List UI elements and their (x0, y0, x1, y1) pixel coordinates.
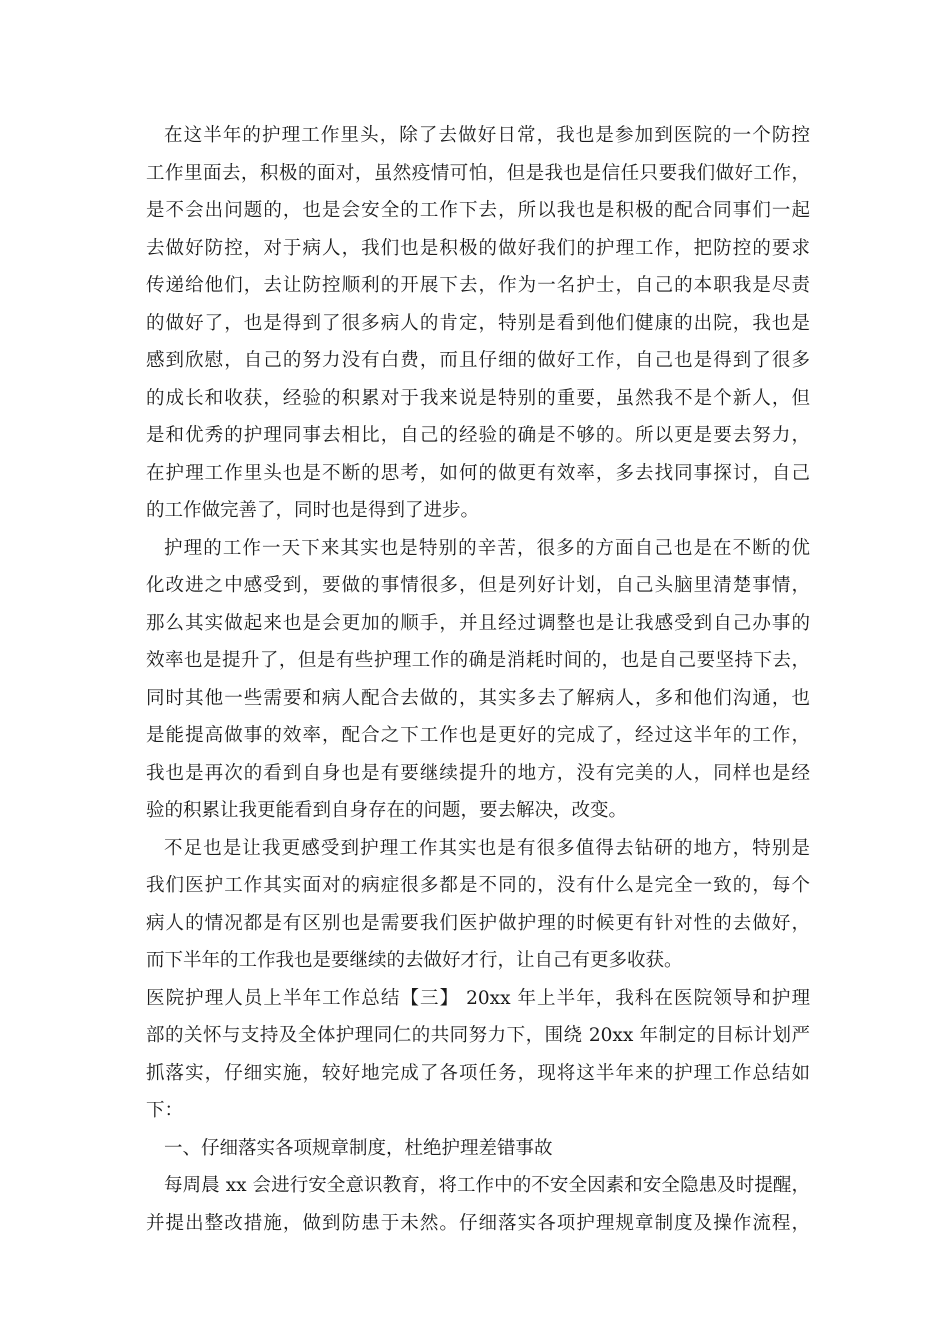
text-line: 我们医护工作其实面对的病症很多都是不同的，没有什么是完全一致的，每个 (146, 875, 810, 896)
text-line: 那么其实做起来也是会更加的顺手，并且经过调整也是让我感受到自己办事的 (146, 612, 810, 634)
text-line: 部的关怀与支持及全体护理同仁的共同努力下，围绕 20xx 年制定的目标计划严 (146, 1025, 810, 1046)
text-line: 是能提高做事的效率，配合之下工作也是更好的完成了，经过这半年的工作， (146, 725, 810, 746)
text-line: 我也是再次的看到自身也是有要继续提升的地方，没有完美的人，同样也是经 (146, 762, 810, 784)
text-line: 工作里面去，积极的面对，虽然疫情可怕，但是我也是信任只要我们做好工作， (146, 162, 810, 184)
text-line: 感到欣慰，自己的努力没有白费，而且仔细的做好工作，自己也是得到了很多 (146, 350, 810, 371)
text-line: 而下半年的工作我也是要继续的去做好才行，让自己有更多收获。 (146, 950, 683, 971)
text-line: 的成长和收获，经验的积累对于我来说是特别的重要，虽然我不是个新人，但 (146, 387, 810, 409)
text-line: 下： (146, 1100, 184, 1121)
text-line: 的做好了，也是得到了很多病人的肯定，特别是看到他们健康的出院，我也是 (146, 312, 810, 334)
text-line: 护理的工作一天下来其实也是特别的辛苦，很多的方面自己也是在不断的优 (164, 537, 810, 559)
text-line: 同时其他一些需要和病人配合去做的，其实多去了解病人，多和他们沟通，也 (146, 687, 810, 709)
text-line: 医院护理人员上半年工作总结【三】 20xx 年上半年，我科在医院领导和护理 (146, 987, 810, 1009)
text-line: 效率也是提升了，但是有些护理工作的确是消耗时间的，也是自己要坚持下去， (146, 650, 810, 671)
text-line: 不足也是让我更感受到护理工作其实也是有很多值得去钻研的地方，特别是 (164, 837, 810, 859)
text-line: 每周晨 xx 会进行安全意识教育，将工作中的不安全因素和安全隐患及时提醒， (164, 1175, 810, 1196)
text-line: 是和优秀的护理同事去相比，自己的经验的确是不够的。所以更是要去努力， (146, 425, 810, 446)
text-line: 去做好防控，对于病人，我们也是积极的做好我们的护理工作，把防控的要求 (146, 237, 810, 259)
text-line: 是不会出问题的，也是会安全的工作下去，所以我也是积极的配合同事们一起 (146, 200, 810, 221)
text-line: 在这半年的护理工作里头，除了去做好日常，我也是参加到医院的一个防控 (164, 125, 810, 146)
text-line: 抓落实，仔细实施，较好地完成了各项任务，现将这半年来的护理工作总结如 (146, 1062, 810, 1084)
text-line: 化改进之中感受到，要做的事情很多，但是列好计划，自己头脑里清楚事情， (146, 575, 810, 596)
document-body (146, 117, 810, 1242)
text-line: 的工作做完善了，同时也是得到了进步。 (146, 500, 480, 521)
text-line: 传递给他们，去让防控顺利的开展下去，作为一名护士，自己的本职我是尽责 (146, 275, 810, 296)
text-line: 病人的情况都是有区别也是需要我们医护做护理的时候更有针对性的去做好， (146, 912, 810, 934)
text-line: 并提出整改措施，做到防患于未然。仔细落实各项护理规章制度及操作流程， (146, 1212, 810, 1234)
text-line: 一、仔细落实各项规章制度，杜绝护理差错事故 (164, 1137, 553, 1159)
text-line: 验的积累让我更能看到自身存在的问题，要去解决，改变。 (146, 800, 628, 821)
text-line: 在护理工作里头也是不断的思考，如何的做更有效率，多去找同事探讨，自己 (146, 462, 810, 484)
